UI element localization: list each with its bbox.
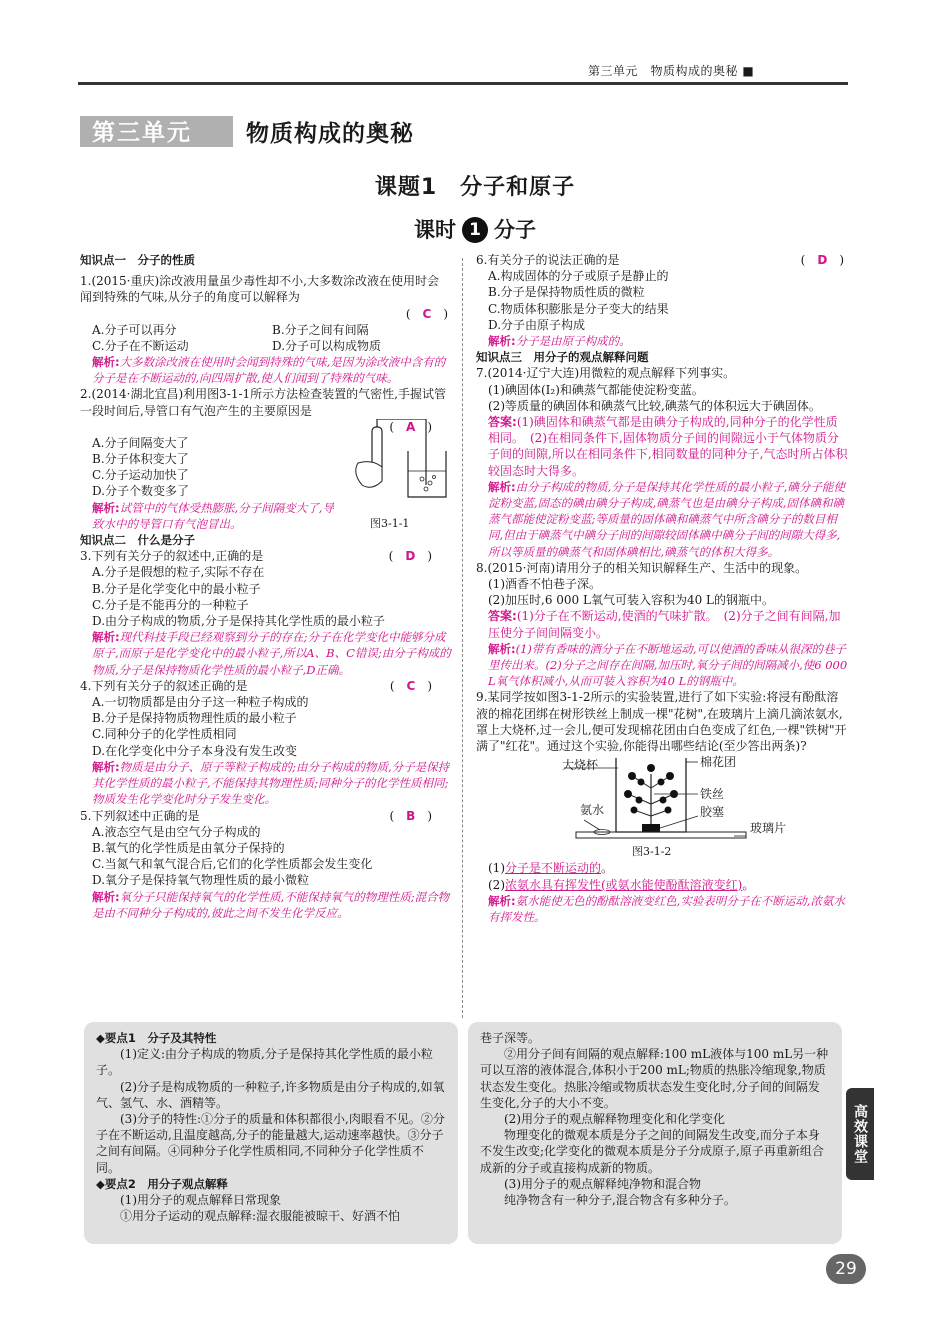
section-side-tab: 高效课堂 (846, 1088, 874, 1180)
question-stem: 8.(2015·河南)请用分子的相关知识解释生产、生活中的现象。 (476, 560, 808, 575)
label-plug: 胶塞 (700, 805, 725, 820)
sub-question-2: (2)加压时,6 000 L氧气可装入容积为40 L的钢瓶中。 (488, 593, 775, 608)
option-c: C.当氮气和氧气混合后,它们的化学性质都会发生变化 (92, 857, 373, 872)
question-3 (80, 548, 452, 678)
key-point-text: 巷子深等。 (480, 1031, 541, 1045)
unit-label: 第三单元 (92, 120, 192, 146)
option-c: C.分子是不能再分的一种粒子 (92, 597, 249, 612)
option-a: A.分子可以再分 (92, 322, 177, 337)
option-b: B.分子体积变大了 (92, 452, 189, 467)
key-points-box-left (84, 1022, 458, 1244)
question-stem: 5.下列叙述中正确的是 (80, 808, 200, 823)
option-b: B.分子之间有间隔 (272, 322, 369, 337)
option-d: D.分子由原子构成 (488, 317, 586, 332)
key-point-2-title: ◆要点2 用分子观点解释 (96, 1176, 228, 1191)
option-a: A.构成固体的分子或原子是静止的 (488, 269, 669, 284)
analysis: 解析:现代科技手段已经观察到分子的存在;分子在化学变化中能够分成原子,而原子是化学变化中的最小粒子,所以A、B、C错误;由分子构成的物质,分子是保持物质化学性质的最小粒子,D正确。 (92, 630, 451, 677)
question-stem: 6.有关分子的说法正确的是 (476, 253, 620, 267)
analysis: 解析:大多数涂改液在使用时会闻到特殊的气味,是因为涂改液中含有的分子是在不断运动的,向四周扩散,使人们闻到了特殊的气味。 (92, 355, 446, 386)
airtightness-apparatus-figure (348, 419, 448, 513)
figure-caption: 图3-1-2 (632, 845, 672, 859)
question-stem: 4.下列有关分子的叙述正确的是 (80, 678, 248, 693)
question-5 (80, 808, 452, 921)
sub-question-2: (2)等质量的碘固体和碘蒸气比较,碘蒸气的体积远大于碘固体。 (488, 398, 821, 413)
question-9 (476, 689, 848, 925)
label-ammonia: 氨水 (580, 803, 605, 818)
question-1 (80, 273, 452, 386)
column-divider (462, 258, 463, 1018)
label-cotton: 棉花团 (700, 755, 737, 770)
key-point-text: 纯净物含有一种分子,混合物含有多种分子。 (504, 1193, 736, 1208)
answer-bracket: ( A ) (389, 419, 432, 434)
answer-bracket: ( D ) (800, 253, 844, 267)
period-number-badge: 1 (462, 217, 488, 243)
question-stem: 2.(2014·湖北宜昌)利用图3-1-1所示方法检查装置的气密性,手握试管一段时间后,导管口有气泡产生的主要原因是 (80, 387, 446, 418)
answer: 答案:(1)碘固体和碘蒸气都是由碘分子构成的,同种分子的化学性质相同。 (2)在相同条件下,固体物质分子间的间隙远小于气体物质分子间的间隙,所以在相同条件下,相同数量的同种分子,气态时所占体积较固态时大得多。 (488, 415, 848, 478)
knowledge-point-3: 知识点三 用分子的观点解释问题 (476, 350, 649, 365)
analysis: 解析:(1)带有香味的酒分子在不断地运动,可以使酒的香味从很深的巷子里传出来。(2)分子之间存在间隔,加压时,氧分子间的间隔减小,使6 000 L氧气体积减小,从而可装入容积为40 L的钢瓶中。 (488, 641, 848, 689)
key-point-text: (2)分子是构成物质的一种粒子,许多物质是由分子构成的,如氧气、氢气、水、酒精等。 (96, 1079, 445, 1110)
iron-tree-apparatus (476, 754, 848, 844)
question-2 (80, 386, 452, 532)
answer-1: (1)分子是不断运动的。 (488, 861, 614, 876)
question-7 (476, 365, 848, 559)
key-point-text: (2)用分子的观点解释物理变化和化学变化 (504, 1112, 725, 1127)
option-d: D.分子可以构成物质 (272, 338, 382, 353)
key-point-text: (1)定义:由分子构成的物质,分子是保持其化学性质的最小粒子。 (96, 1047, 433, 1078)
option-c: C.同种分子的化学性质相同 (92, 727, 237, 742)
key-point-text: (3)用分子的观点解释纯净物和混合物 (504, 1176, 701, 1191)
option-b: B.分子是化学变化中的最小粒子 (92, 581, 261, 596)
analysis: 解析:物质是由分子、原子等粒子构成的;由分子构成的物质,分子是保持其化学性质的最小粒子,不能保持其物理性质;同种分子的化学性质相同;物质发生化学变化时分子发生变化。 (92, 759, 450, 807)
key-point-text: ①用分子运动的观点解释:湿衣服能被晾干、好酒不怕 (120, 1209, 401, 1224)
option-d: D.分子个数变多了 (92, 484, 190, 499)
answer: 答案:(1)分子在不断运动,使酒的气味扩散。 (2)分子之间有间隔,加压使分子间间隔变小。 (488, 609, 841, 640)
label-glass: 玻璃片 (750, 821, 787, 836)
answer-bracket: ( C ) (389, 678, 432, 693)
option-a: A.分子间隔变大了 (92, 435, 189, 450)
running-header: 第三单元 物质构成的奥秘 ■ (588, 64, 755, 78)
question-stem: 7.(2014·辽宁大连)用微粒的观点解释下列事实。 (476, 366, 736, 381)
question-stem: 3.下列有关分子的叙述中,正确的是 (80, 549, 264, 564)
question-stem: 9.某同学按如图3-1-2所示的实验装置,进行了如下实验:将浸有酚酞溶液的棉花团绑在树形铁丝上制成一棵"花树",在玻璃片上滴几滴浓氨水,罩上大烧杯,过一会儿,便可发现棉花团由白色变成了红色,一棵"铁树"开满了"红花"。通过这个实验,你能得出哪些结论(至少答出两条)? (476, 690, 847, 754)
iron-tree-figure (476, 754, 848, 860)
knowledge-point-1: 知识点一 分子的性质 (80, 253, 195, 267)
key-point-text: 物理变化的微观本质是分子之间的间隔发生改变,而分子本身不发生改变;化学变化的微观本质是分子分成原子,原子再重新组合成新的分子或直接构成新的物质。 (480, 1128, 824, 1175)
key-point-text: ②用分子间有间隔的观点解释:100 mL液体与100 mL另一种可以互溶的液体混合,体积小于200 mL;物质的热胀冷缩现象,物质状态发生变化。热胀冷缩或物质状态发生变化时,分子间的间隔发生变化,分子的大小不变。 (480, 1047, 829, 1110)
analysis: 解析:由分子构成的物质,分子是保持其化学性质的最小粒子,碘分子能使淀粉变蓝,固态的碘由碘分子构成,碘蒸气也是由碘分子构成,固体碘和碘蒸气都能使淀粉变蓝;等质量的固体碘和碘蒸气中所含碘分子的数目相同,但由于碘蒸气中碘分子间的间隙较固体碘中碘分子间的间隙大得多,所以等质量的碘蒸气和固体碘相比,碘蒸气的体积大得多。 (488, 479, 845, 559)
option-c: C.物质体积膨胀是分子变大的结果 (488, 301, 669, 316)
key-point-1-title: ◆要点1 分子及其特性 (96, 1031, 217, 1045)
lesson-title: 课题1 分子和原子 (374, 175, 576, 200)
question-stem: 1.(2015·重庆)涂改液用量虽少毒性却不小,大多数涂改液在使用时会闻到特殊的气味,从分子的角度可以解释为 (80, 274, 439, 305)
option-d: D.氧分子是保持氧气物理性质的最小微粒 (92, 873, 310, 888)
period-prefix: 课时 (414, 218, 456, 242)
period-title (0, 214, 950, 244)
answer-bracket: ( D ) (388, 549, 432, 564)
key-points-box-right (468, 1022, 842, 1244)
option-a: A.分子是假想的粒子,实际不存在 (92, 565, 265, 580)
analysis: 解析:氨水能使无色的酚酞溶液变红色,实验表明分子在不断运动,浓氨水有挥发性。 (488, 893, 845, 924)
question-6 (476, 252, 848, 349)
answer-2: (2)浓氨水具有挥发性(或氨水能使酚酞溶液变红)。 (488, 877, 755, 892)
key-point-text: (1)用分子的观点解释日常现象 (120, 1193, 281, 1208)
answer-bracket: ( B ) (389, 808, 432, 823)
option-d: D.由分子构成的物质,分子是保持其化学性质的最小粒子 (92, 614, 385, 629)
sub-question-1: (1)碘固体(I₂)和碘蒸气都能使淀粉变蓝。 (488, 382, 704, 397)
figure-caption: 图3-1-1 (370, 516, 410, 530)
option-a: A.一切物质都是由分子这一种粒子构成的 (92, 695, 309, 710)
analysis: 解析:分子是由原子构成的。 (488, 334, 631, 349)
analysis: 解析:试管中的气体受热膨胀,分子间隔变大了,导致水中的导管口有气泡冒出。 (92, 500, 334, 531)
option-c: C.分子运动加快了 (92, 468, 189, 483)
option-c: C.分子在不断运动 (92, 338, 189, 353)
header-rule (78, 82, 848, 85)
question-8 (476, 560, 848, 690)
answer-bracket: ( C ) (405, 306, 448, 321)
page-number: 29 (826, 1254, 866, 1284)
label-wire: 铁丝 (700, 787, 725, 802)
option-d: D.在化学变化中分子本身没有发生改变 (92, 743, 298, 758)
question-4 (80, 678, 452, 808)
knowledge-point-2: 知识点二 什么是分子 (80, 533, 195, 548)
sub-question-1: (1)酒香不怕巷子深。 (488, 577, 601, 592)
label-beaker: 大烧杯 (562, 758, 599, 773)
left-column (80, 252, 452, 921)
option-a: A.液态空气是由空气分子构成的 (92, 824, 261, 839)
option-b: B.氧气的化学性质是由氧分子保持的 (92, 840, 285, 855)
option-b: B.分子是保持物质物理性质的最小粒子 (92, 711, 297, 726)
key-point-text: (3)分子的特性:①分子的质量和体积都很小,肉眼看不见。②分子在不断运动,且温度越高,分子的能量越大,运动速率越快。③分子之间有间隔。④同种分子化学性质相同,不同种分子化学性质不同。 (96, 1112, 445, 1175)
analysis: 解析:氧分子只能保持氧气的化学性质,不能保持氧气的物理性质;混合物是由不同种分子构成的,彼此之间不发生化学反应。 (92, 889, 450, 920)
period-name: 分子 (494, 218, 536, 242)
option-b: B.分子是保持物质性质的微粒 (488, 285, 645, 300)
unit-title: 物质构成的奥秘 (246, 121, 414, 147)
right-column (476, 252, 848, 925)
